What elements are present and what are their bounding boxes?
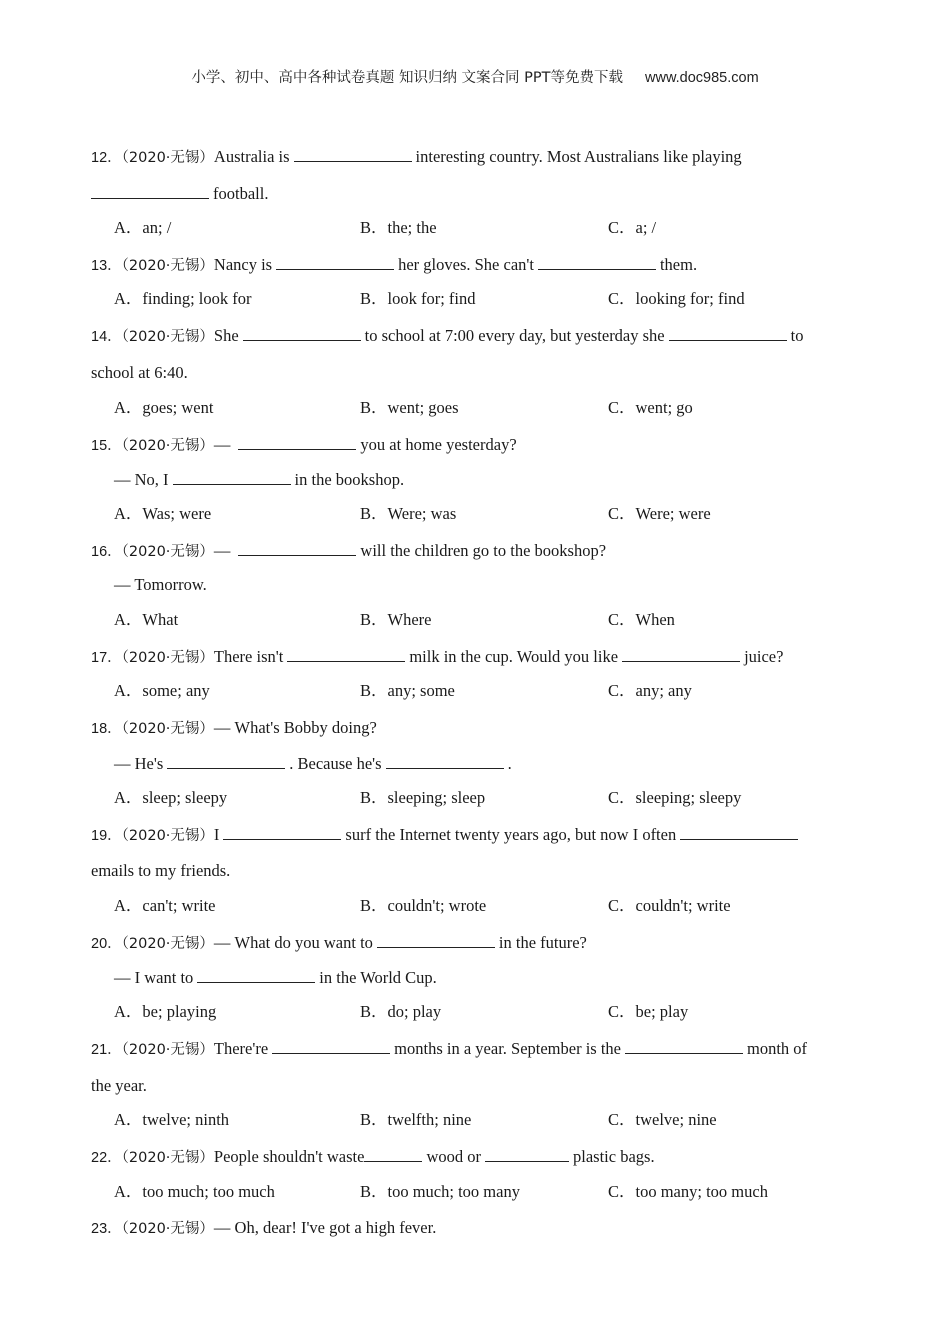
- question-21-line-1: [91, 1037, 807, 1059]
- stem-text: wood or: [426, 1147, 481, 1166]
- option-c[interactable]: C．looking for; find: [608, 289, 745, 308]
- option-a[interactable]: A．Was; were: [114, 504, 212, 523]
- option-a[interactable]: A．What: [114, 610, 179, 629]
- stem-text: There isn't: [213, 647, 284, 666]
- option-b[interactable]: B．couldn't; wrote: [360, 896, 487, 915]
- answer-blank[interactable]: [223, 823, 341, 840]
- stem-text: school at 6:40.: [91, 363, 188, 382]
- question-20-line-1: [91, 931, 587, 953]
- question-number: 14．: [91, 329, 122, 345]
- stem-text: — I want to: [114, 968, 194, 987]
- stem-text: to: [790, 326, 804, 345]
- question-number: 13．: [91, 258, 122, 274]
- question-source: （2020·无锡）: [121, 544, 214, 560]
- question-12-line-1: [91, 145, 742, 167]
- stem-text: — No, I: [114, 470, 169, 489]
- stem-text: in the World Cup.: [319, 968, 437, 987]
- question-source: （2020·无锡）: [121, 1150, 214, 1166]
- question-number: 22．: [91, 1150, 122, 1166]
- header-site: www.doc985.com: [645, 70, 759, 86]
- stem-text: her gloves. She can't: [398, 255, 534, 274]
- question-source: （2020·无锡）: [121, 936, 214, 952]
- question-13-line-1: [91, 253, 697, 275]
- option-b[interactable]: B．any; some: [360, 681, 455, 700]
- question-number: 21．: [91, 1042, 122, 1058]
- stem-text: will the children go to the bookshop?: [360, 541, 607, 560]
- stem-text: the year.: [91, 1076, 147, 1095]
- stem-text: you at home yesterday?: [360, 435, 517, 454]
- question-14-line-1: [91, 324, 803, 346]
- question-14-line-2: [91, 362, 188, 384]
- stem-text: in the future?: [498, 933, 587, 952]
- answer-blank[interactable]: [238, 433, 356, 450]
- question-source: （2020·无锡）: [121, 150, 214, 166]
- question-source: （2020·无锡）: [121, 329, 214, 345]
- answer-blank[interactable]: [294, 145, 412, 162]
- stem-text: emails to my friends.: [91, 861, 231, 880]
- option-c[interactable]: C．any; any: [608, 681, 692, 700]
- stem-text: Nancy is: [213, 255, 273, 274]
- question-number: 16．: [91, 544, 122, 560]
- question-source: （2020·无锡）: [121, 721, 214, 737]
- answer-blank[interactable]: [91, 182, 209, 199]
- option-a[interactable]: A．twelve; ninth: [114, 1110, 230, 1129]
- option-c[interactable]: C．couldn't; write: [608, 896, 731, 915]
- question-17-line-1: [91, 645, 783, 667]
- question-21-line-2: [91, 1075, 147, 1097]
- option-b[interactable]: B．Were; was: [360, 504, 457, 523]
- option-a[interactable]: A．be; playing: [114, 1002, 217, 1021]
- question-15-line-2: [114, 468, 404, 490]
- option-b[interactable]: B．Where: [360, 610, 432, 629]
- question-source: （2020·无锡）: [121, 438, 214, 454]
- answer-blank[interactable]: [386, 752, 504, 769]
- stem-text: There're: [213, 1039, 269, 1058]
- option-c[interactable]: C．sleeping; sleepy: [608, 788, 742, 807]
- option-a[interactable]: A．can't; write: [114, 896, 216, 915]
- option-b[interactable]: B．twelfth; nine: [360, 1110, 472, 1129]
- answer-blank[interactable]: [485, 1145, 569, 1162]
- answer-blank[interactable]: [364, 1145, 422, 1162]
- option-c[interactable]: C．Were; were: [608, 504, 711, 523]
- stem-text: milk in the cup. Would you like: [409, 647, 619, 666]
- option-a[interactable]: A．finding; look for: [114, 289, 252, 308]
- stem-text: juice?: [744, 647, 784, 666]
- question-18-line-2: [114, 752, 512, 774]
- stem-text: surf the Internet twenty years ago, but now I often: [345, 825, 677, 844]
- question-23-line-1: [91, 1217, 436, 1239]
- question-16-line-2: [114, 574, 207, 596]
- answer-blank[interactable]: [276, 253, 394, 270]
- option-c[interactable]: C．When: [608, 610, 675, 629]
- stem-text: —: [213, 435, 231, 454]
- stem-text: — He's: [114, 754, 164, 773]
- stem-text: to school at 7:00 every day, but yesterday she: [364, 326, 665, 345]
- answer-blank[interactable]: [680, 823, 798, 840]
- option-c[interactable]: C．twelve; nine: [608, 1110, 717, 1129]
- question-12-line-2: [91, 182, 268, 204]
- question-number: 18．: [91, 721, 122, 737]
- stem-text: — Tomorrow.: [114, 575, 207, 594]
- answer-blank[interactable]: [243, 324, 361, 341]
- question-20-line-2: [114, 966, 437, 988]
- answer-blank[interactable]: [272, 1037, 390, 1054]
- question-source: （2020·无锡）: [121, 258, 214, 274]
- stem-text: She: [213, 326, 239, 345]
- answer-blank[interactable]: [625, 1037, 743, 1054]
- question-19-line-1: [91, 823, 802, 845]
- option-b[interactable]: B．look for; find: [360, 289, 476, 308]
- option-a[interactable]: A．sleep; sleepy: [114, 788, 228, 807]
- option-b[interactable]: B．went; goes: [360, 398, 459, 417]
- question-source: （2020·无锡）: [121, 828, 214, 844]
- stem-text: month of: [747, 1039, 808, 1058]
- answer-blank[interactable]: [377, 931, 495, 948]
- option-b[interactable]: B．the; the: [360, 218, 437, 237]
- option-b[interactable]: B．too much; too many: [360, 1182, 520, 1201]
- question-22-line-1: [91, 1145, 655, 1167]
- header-text: 小学、初中、高中各种试卷真题 知识归纳 文案合同 PPT等免费下载: [191, 70, 624, 86]
- stem-text: — What's Bobby doing?: [213, 718, 377, 737]
- question-number: 12．: [91, 150, 122, 166]
- stem-text: People shouldn't waste: [213, 1147, 365, 1166]
- answer-blank[interactable]: [669, 324, 787, 341]
- question-source: （2020·无锡）: [121, 650, 214, 666]
- stem-text: .: [507, 754, 512, 773]
- answer-blank[interactable]: [197, 966, 315, 983]
- question-source: （2020·无锡）: [121, 1042, 214, 1058]
- option-c[interactable]: C．be; play: [608, 1002, 689, 1021]
- page-header: [0, 66, 950, 87]
- option-a[interactable]: A．an; /: [114, 218, 172, 237]
- question-number: 20．: [91, 936, 122, 952]
- option-a[interactable]: A．goes; went: [114, 398, 214, 417]
- answer-blank[interactable]: [622, 645, 740, 662]
- question-number: 15．: [91, 438, 122, 454]
- question-15-line-1: [91, 433, 517, 455]
- stem-text: in the bookshop.: [294, 470, 405, 489]
- option-a[interactable]: A．some; any: [114, 681, 210, 700]
- option-b[interactable]: B．do; play: [360, 1002, 442, 1021]
- question-number: 23．: [91, 1221, 122, 1237]
- answer-blank[interactable]: [287, 645, 405, 662]
- stem-text: —: [213, 541, 231, 560]
- answer-blank[interactable]: [538, 253, 656, 270]
- stem-text: them.: [659, 255, 698, 274]
- question-19-line-2: [91, 860, 230, 882]
- option-c[interactable]: C．too many; too much: [608, 1182, 768, 1201]
- option-c[interactable]: C．a; /: [608, 218, 657, 237]
- stem-text: months in a year. September is the: [394, 1039, 621, 1058]
- option-a[interactable]: A．too much; too much: [114, 1182, 275, 1201]
- answer-blank[interactable]: [167, 752, 285, 769]
- answer-blank[interactable]: [173, 468, 291, 485]
- question-16-line-1: [91, 539, 606, 561]
- question-number: 19．: [91, 828, 122, 844]
- stem-text: interesting country. Most Australians like playing: [415, 147, 742, 166]
- stem-text: — What do you want to: [213, 933, 373, 952]
- option-b[interactable]: B．sleeping; sleep: [360, 788, 486, 807]
- question-source: （2020·无锡）: [121, 1221, 214, 1237]
- stem-text: plastic bags.: [573, 1147, 655, 1166]
- stem-text: I: [213, 825, 220, 844]
- stem-text: . Because he's: [289, 754, 382, 773]
- question-number: 17．: [91, 650, 122, 666]
- option-c[interactable]: C．went; go: [608, 398, 693, 417]
- stem-text: Australia is: [213, 147, 290, 166]
- question-18-line-1: [91, 717, 377, 739]
- stem-text: football.: [213, 184, 269, 203]
- stem-text: — Oh, dear! I've got a high fever.: [213, 1218, 437, 1237]
- answer-blank[interactable]: [238, 539, 356, 556]
